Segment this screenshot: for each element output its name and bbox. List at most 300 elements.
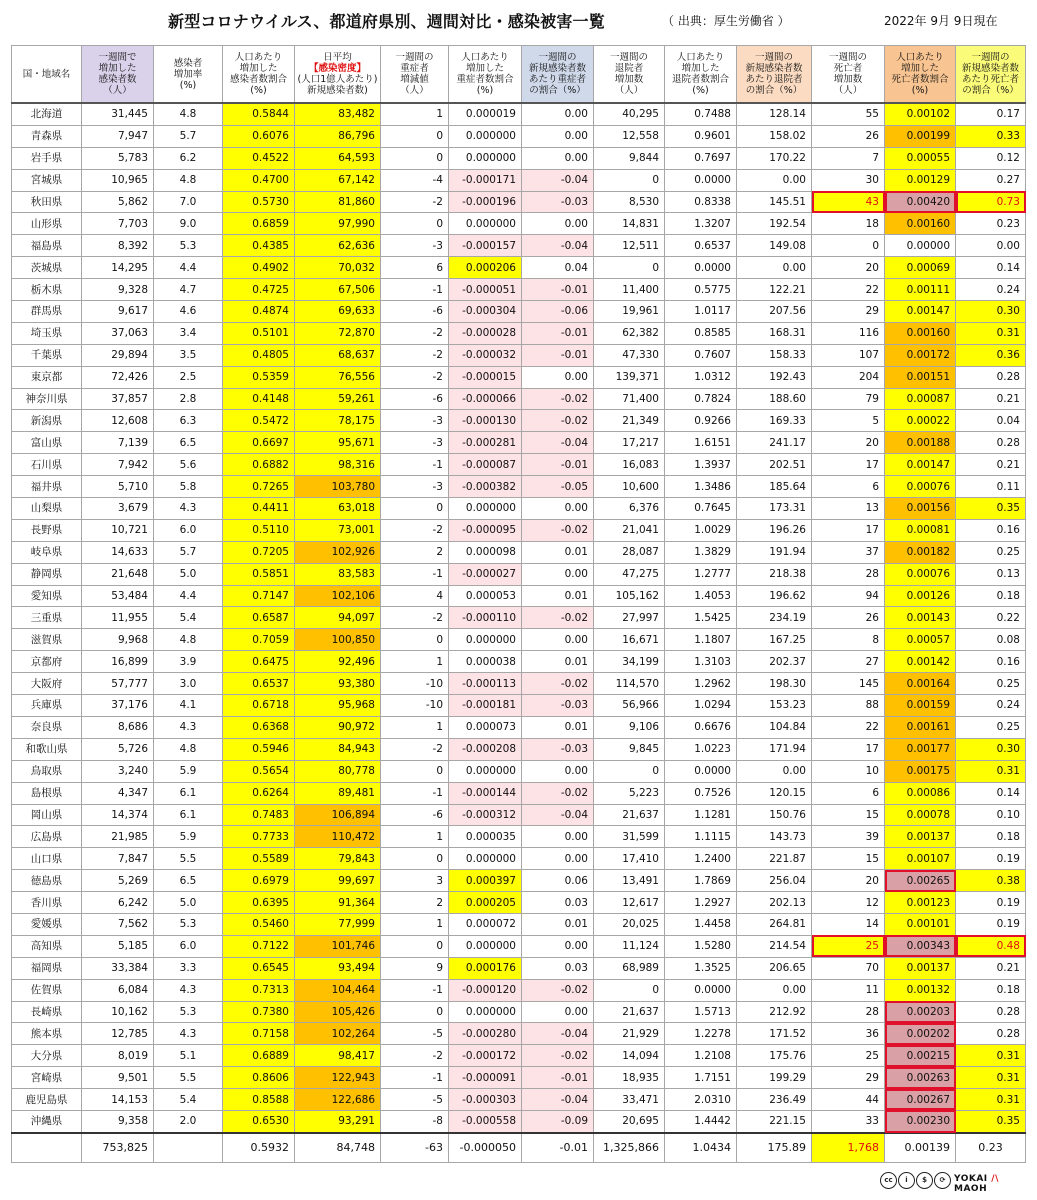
table-cell: 99,697 bbox=[295, 870, 381, 892]
prefecture-name: 沖縄県 bbox=[12, 1110, 82, 1132]
table-cell: 169.33 bbox=[737, 410, 812, 432]
table-cell: 0.00111 bbox=[885, 279, 956, 301]
table-cell: 4.3 bbox=[154, 1023, 223, 1045]
table-cell: 173.31 bbox=[737, 498, 812, 520]
table-cell: 16,671 bbox=[594, 629, 665, 651]
table-cell: 21,041 bbox=[594, 519, 665, 541]
column-header: 一週間の 新規感染者数 あたり重症者 の割合（%） bbox=[522, 46, 594, 104]
table-cell: 0.4522 bbox=[223, 147, 295, 169]
table-cell: -0.000027 bbox=[449, 563, 522, 585]
table-cell: 15 bbox=[812, 848, 885, 870]
table-cell: 29 bbox=[812, 1067, 885, 1089]
table-cell: 107 bbox=[812, 344, 885, 366]
table-cell: 95,671 bbox=[295, 432, 381, 454]
table-cell: 0.38 bbox=[956, 870, 1026, 892]
table-cell: 0.6264 bbox=[223, 782, 295, 804]
prefecture-name: 石川県 bbox=[12, 454, 82, 476]
table-cell: 47,330 bbox=[594, 344, 665, 366]
table-cell: 0.5359 bbox=[223, 366, 295, 388]
table-cell: 33,384 bbox=[82, 957, 154, 979]
table-cell: -10 bbox=[381, 695, 449, 717]
table-cell: 5.3 bbox=[154, 913, 223, 935]
table-cell: 0.6537 bbox=[223, 673, 295, 695]
table-cell: 6.0 bbox=[154, 519, 223, 541]
table-cell: 0.01 bbox=[522, 913, 594, 935]
table-cell: 56,966 bbox=[594, 695, 665, 717]
table-cell: 0.25 bbox=[956, 716, 1026, 738]
table-cell: 1.1281 bbox=[665, 804, 737, 826]
table-cell: 93,291 bbox=[295, 1110, 381, 1132]
table-cell: 236.49 bbox=[737, 1089, 812, 1111]
table-cell: 4.8 bbox=[154, 169, 223, 191]
table-cell: 191.94 bbox=[737, 541, 812, 563]
table-row bbox=[12, 935, 1026, 957]
table-cell: 33,471 bbox=[594, 1089, 665, 1111]
table-row bbox=[12, 848, 1026, 870]
table-cell: 20,695 bbox=[594, 1110, 665, 1132]
table-cell: 1.3937 bbox=[665, 454, 737, 476]
table-row bbox=[12, 235, 1026, 257]
table-cell: 196.62 bbox=[737, 585, 812, 607]
table-cell: 6 bbox=[381, 257, 449, 279]
table-cell: 0.31 bbox=[956, 1067, 1026, 1089]
table-cell: 1.3525 bbox=[665, 957, 737, 979]
table-cell: 5.1 bbox=[154, 1045, 223, 1067]
column-header: 人口あたり 増加した 感染者数割合 (%) bbox=[223, 46, 295, 104]
prefecture-name: 長崎県 bbox=[12, 1001, 82, 1023]
table-cell: 198.30 bbox=[737, 673, 812, 695]
table-cell: 7 bbox=[812, 147, 885, 169]
table-cell: 0.00 bbox=[737, 979, 812, 1001]
table-cell: 185.64 bbox=[737, 476, 812, 498]
table-cell: -3 bbox=[381, 476, 449, 498]
table-cell: 0.00 bbox=[956, 235, 1026, 257]
prefecture-name: 京都府 bbox=[12, 651, 82, 673]
table-cell: 0.7697 bbox=[665, 147, 737, 169]
prefecture-name: 島根県 bbox=[12, 782, 82, 804]
table-cell: 0.7645 bbox=[665, 498, 737, 520]
table-cell: 0.00188 bbox=[885, 432, 956, 454]
prefecture-name: 熊本県 bbox=[12, 1023, 82, 1045]
table-row bbox=[12, 738, 1026, 760]
table-cell: 0.5654 bbox=[223, 760, 295, 782]
total-cell: 175.89 bbox=[737, 1133, 812, 1163]
table-cell: 1.3829 bbox=[665, 541, 737, 563]
prefecture-name: 奈良県 bbox=[12, 716, 82, 738]
table-cell: 98,417 bbox=[295, 1045, 381, 1067]
table-cell: 64,593 bbox=[295, 147, 381, 169]
table-cell: 0.19 bbox=[956, 848, 1026, 870]
table-cell: 0.6395 bbox=[223, 892, 295, 914]
table-cell: 150.76 bbox=[737, 804, 812, 826]
table-cell: 0.21 bbox=[956, 454, 1026, 476]
total-cell bbox=[12, 1133, 82, 1163]
table-cell: 1.0312 bbox=[665, 366, 737, 388]
table-cell: 72,426 bbox=[82, 366, 154, 388]
table-row bbox=[12, 410, 1026, 432]
table-cell: 1 bbox=[381, 651, 449, 673]
table-cell: 1.5713 bbox=[665, 1001, 737, 1023]
table-cell: -0.000280 bbox=[449, 1023, 522, 1045]
table-cell: 7,847 bbox=[82, 848, 154, 870]
table-cell: 1.4053 bbox=[665, 585, 737, 607]
table-cell: 0.4411 bbox=[223, 498, 295, 520]
total-cell: -63 bbox=[381, 1133, 449, 1163]
table-cell: -0.01 bbox=[522, 1067, 594, 1089]
table-cell: 0.18 bbox=[956, 979, 1026, 1001]
table-cell: 20 bbox=[812, 870, 885, 892]
prefecture-name: 埼玉県 bbox=[12, 322, 82, 344]
table-cell: 2 bbox=[381, 892, 449, 914]
table-cell: 0.00182 bbox=[885, 541, 956, 563]
table-cell: 0 bbox=[594, 760, 665, 782]
table-cell: 7,562 bbox=[82, 913, 154, 935]
table-cell: 6,242 bbox=[82, 892, 154, 914]
table-cell: 0.18 bbox=[956, 585, 1026, 607]
table-cell: -0.03 bbox=[522, 191, 594, 213]
table-cell: 21,985 bbox=[82, 826, 154, 848]
table-cell: 0.21 bbox=[956, 957, 1026, 979]
table-cell: 6.0 bbox=[154, 935, 223, 957]
table-cell: 168.31 bbox=[737, 322, 812, 344]
table-cell: 5.7 bbox=[154, 541, 223, 563]
prefecture-name: 山梨県 bbox=[12, 498, 82, 520]
table-cell: 0.6545 bbox=[223, 957, 295, 979]
table-cell: 0.00 bbox=[522, 103, 594, 125]
table-cell: 0.000000 bbox=[449, 848, 522, 870]
table-cell: 122,943 bbox=[295, 1067, 381, 1089]
table-cell: 27,997 bbox=[594, 607, 665, 629]
table-cell: 0.5946 bbox=[223, 738, 295, 760]
table-cell: 4.3 bbox=[154, 498, 223, 520]
table-cell: 37,857 bbox=[82, 388, 154, 410]
table-cell: -0.02 bbox=[522, 388, 594, 410]
table-cell: 20 bbox=[812, 432, 885, 454]
table-cell: 0.00143 bbox=[885, 607, 956, 629]
table-cell: 80,778 bbox=[295, 760, 381, 782]
table-cell: 0.00 bbox=[522, 935, 594, 957]
table-cell: 31,445 bbox=[82, 103, 154, 125]
table-cell: -0.04 bbox=[522, 804, 594, 826]
column-header: 一週間の 重症者 増減値 （人） bbox=[381, 46, 449, 104]
table-cell: 0.00081 bbox=[885, 519, 956, 541]
table-cell: 6,084 bbox=[82, 979, 154, 1001]
table-cell: -0.04 bbox=[522, 1023, 594, 1045]
prefecture-name: 兵庫県 bbox=[12, 695, 82, 717]
table-cell: 30 bbox=[812, 169, 885, 191]
table-cell: 0.00156 bbox=[885, 498, 956, 520]
table-cell: 153.23 bbox=[737, 695, 812, 717]
table-cell: 0.000205 bbox=[449, 892, 522, 914]
table-cell: 5.6 bbox=[154, 454, 223, 476]
table-cell: 4.1 bbox=[154, 695, 223, 717]
table-cell: 0.28 bbox=[956, 366, 1026, 388]
table-cell: 0.00265 bbox=[885, 870, 956, 892]
table-cell: -5 bbox=[381, 1089, 449, 1111]
table-cell: 105,426 bbox=[295, 1001, 381, 1023]
table-row bbox=[12, 454, 1026, 476]
table-cell: 15 bbox=[812, 804, 885, 826]
table-row bbox=[12, 979, 1026, 1001]
table-cell: 4.8 bbox=[154, 103, 223, 125]
table-cell: 0.6697 bbox=[223, 432, 295, 454]
table-cell: 43 bbox=[812, 191, 885, 213]
table-row bbox=[12, 651, 1026, 673]
table-cell: 8,686 bbox=[82, 716, 154, 738]
table-cell: 0.7205 bbox=[223, 541, 295, 563]
table-cell: 0.4805 bbox=[223, 344, 295, 366]
total-cell: 0.23 bbox=[956, 1133, 1026, 1163]
table-cell: 0.00123 bbox=[885, 892, 956, 914]
table-cell: -0.000303 bbox=[449, 1089, 522, 1111]
table-cell: 1.2278 bbox=[665, 1023, 737, 1045]
table-cell: -0.02 bbox=[522, 782, 594, 804]
table-cell: 11 bbox=[812, 979, 885, 1001]
prefecture-name: 静岡県 bbox=[12, 563, 82, 585]
table-cell: 92,496 bbox=[295, 651, 381, 673]
table-cell: 0.0000 bbox=[665, 979, 737, 1001]
table-cell: 1.3103 bbox=[665, 651, 737, 673]
table-cell: 9,358 bbox=[82, 1110, 154, 1132]
table-cell: 55 bbox=[812, 103, 885, 125]
table-cell: 106,894 bbox=[295, 804, 381, 826]
table-cell: 0.00022 bbox=[885, 410, 956, 432]
table-cell: 0.00057 bbox=[885, 629, 956, 651]
table-cell: 0.00177 bbox=[885, 738, 956, 760]
table-cell: 5,710 bbox=[82, 476, 154, 498]
table-cell: 0.04 bbox=[956, 410, 1026, 432]
table-cell: -0.000091 bbox=[449, 1067, 522, 1089]
table-cell: 0.4874 bbox=[223, 301, 295, 323]
table-cell: 116 bbox=[812, 322, 885, 344]
table-cell: 102,264 bbox=[295, 1023, 381, 1045]
table-cell: 0.00202 bbox=[885, 1023, 956, 1045]
prefecture-name: 岩手県 bbox=[12, 147, 82, 169]
table-cell: 0.12 bbox=[956, 147, 1026, 169]
table-cell: -0.000172 bbox=[449, 1045, 522, 1067]
table-cell: 5.7 bbox=[154, 125, 223, 147]
table-cell: 0.9601 bbox=[665, 125, 737, 147]
table-cell: 3.0 bbox=[154, 673, 223, 695]
table-cell: 0.00076 bbox=[885, 563, 956, 585]
table-cell: 0.7265 bbox=[223, 476, 295, 498]
prefecture-name: 高知県 bbox=[12, 935, 82, 957]
table-cell: 5,862 bbox=[82, 191, 154, 213]
table-cell: 0.14 bbox=[956, 782, 1026, 804]
table-cell: 70,032 bbox=[295, 257, 381, 279]
table-cell: 241.17 bbox=[737, 432, 812, 454]
prefecture-name: 広島県 bbox=[12, 826, 82, 848]
table-cell: 171.52 bbox=[737, 1023, 812, 1045]
table-cell: -0.01 bbox=[522, 344, 594, 366]
table-cell: 0.00175 bbox=[885, 760, 956, 782]
table-cell: 0.7733 bbox=[223, 826, 295, 848]
table-cell: 0.0000 bbox=[665, 760, 737, 782]
table-cell: 143.73 bbox=[737, 826, 812, 848]
prefecture-name: 福岡県 bbox=[12, 957, 82, 979]
table-cell: 39 bbox=[812, 826, 885, 848]
as-of-date: 2022年 9月 9日現在 bbox=[884, 14, 998, 28]
table-cell: -0.000032 bbox=[449, 344, 522, 366]
table-cell: 0.10 bbox=[956, 804, 1026, 826]
table-cell: 0.000000 bbox=[449, 1001, 522, 1023]
table-cell: 11,400 bbox=[594, 279, 665, 301]
table-cell: 0.7158 bbox=[223, 1023, 295, 1045]
table-cell: 28 bbox=[812, 1001, 885, 1023]
table-cell: 101,746 bbox=[295, 935, 381, 957]
prefecture-name: 宮城県 bbox=[12, 169, 82, 191]
table-cell: 6.1 bbox=[154, 782, 223, 804]
brand-logo: YOKAI /\ MAOH bbox=[954, 1174, 999, 1194]
table-cell: 114,570 bbox=[594, 673, 665, 695]
table-cell: 0.30 bbox=[956, 738, 1026, 760]
table-cell: 98,316 bbox=[295, 454, 381, 476]
table-cell: 5.3 bbox=[154, 235, 223, 257]
table-cell: 1.1115 bbox=[665, 826, 737, 848]
table-cell: 9,844 bbox=[594, 147, 665, 169]
total-cell: 0.5932 bbox=[223, 1133, 295, 1163]
table-cell: 22 bbox=[812, 279, 885, 301]
table-cell: 9,328 bbox=[82, 279, 154, 301]
table-cell: 17 bbox=[812, 454, 885, 476]
table-cell: 0 bbox=[594, 257, 665, 279]
table-cell: 0.00 bbox=[522, 366, 594, 388]
table-cell: 44 bbox=[812, 1089, 885, 1111]
table-cell: 34,199 bbox=[594, 651, 665, 673]
footer bbox=[874, 1170, 1034, 1192]
table-cell: 0.13 bbox=[956, 563, 1026, 585]
table-cell: 221.15 bbox=[737, 1110, 812, 1132]
total-cell: 84,748 bbox=[295, 1133, 381, 1163]
table-row bbox=[12, 563, 1026, 585]
table-cell: 1.4458 bbox=[665, 913, 737, 935]
table-cell: 0.00 bbox=[522, 848, 594, 870]
table-cell: 0.000206 bbox=[449, 257, 522, 279]
table-cell: 8,392 bbox=[82, 235, 154, 257]
table-cell: 0.04 bbox=[522, 257, 594, 279]
table-cell: 214.54 bbox=[737, 935, 812, 957]
table-cell: 83,482 bbox=[295, 103, 381, 125]
table-row bbox=[12, 279, 1026, 301]
table-cell: 0.4725 bbox=[223, 279, 295, 301]
table-cell: -0.02 bbox=[522, 979, 594, 1001]
table-cell: 59,261 bbox=[295, 388, 381, 410]
table-cell: 0 bbox=[381, 213, 449, 235]
table-cell: 28,087 bbox=[594, 541, 665, 563]
table-cell: 0.4700 bbox=[223, 169, 295, 191]
table-cell: 1.7869 bbox=[665, 870, 737, 892]
table-cell: -0.02 bbox=[522, 607, 594, 629]
table-cell: 0.4148 bbox=[223, 388, 295, 410]
prefecture-name: 徳島県 bbox=[12, 870, 82, 892]
table-cell: 158.02 bbox=[737, 125, 812, 147]
table-cell: -0.02 bbox=[522, 1045, 594, 1067]
header-row bbox=[12, 46, 1026, 104]
table-cell: -1 bbox=[381, 454, 449, 476]
table-cell: 12,785 bbox=[82, 1023, 154, 1045]
table-cell: 7.0 bbox=[154, 191, 223, 213]
table-cell: 0.000000 bbox=[449, 125, 522, 147]
prefecture-name: 山形県 bbox=[12, 213, 82, 235]
table-cell: 3.5 bbox=[154, 344, 223, 366]
table-cell: 0.000176 bbox=[449, 957, 522, 979]
table-cell: 0.31 bbox=[956, 760, 1026, 782]
table-cell: 1.2777 bbox=[665, 563, 737, 585]
table-row bbox=[12, 1067, 1026, 1089]
table-cell: 0.5110 bbox=[223, 519, 295, 541]
table-cell: 18 bbox=[812, 213, 885, 235]
table-cell: 6.2 bbox=[154, 147, 223, 169]
table-cell: 1.7151 bbox=[665, 1067, 737, 1089]
table-cell: 1.3486 bbox=[665, 476, 737, 498]
table-cell: 5 bbox=[812, 410, 885, 432]
table-cell: 0.35 bbox=[956, 1110, 1026, 1132]
table-cell: -1 bbox=[381, 563, 449, 585]
table-cell: 0.00 bbox=[522, 147, 594, 169]
table-row bbox=[12, 366, 1026, 388]
table-cell: 0.00 bbox=[737, 257, 812, 279]
table-cell: 0.00199 bbox=[885, 125, 956, 147]
table-cell: -0.000181 bbox=[449, 695, 522, 717]
table-cell: -2 bbox=[381, 344, 449, 366]
table-cell: 19,961 bbox=[594, 301, 665, 323]
table-cell: 12 bbox=[812, 892, 885, 914]
table-cell: 21,637 bbox=[594, 1001, 665, 1023]
prefecture-name: 神奈川県 bbox=[12, 388, 82, 410]
table-cell: 0.27 bbox=[956, 169, 1026, 191]
table-cell: 0.28 bbox=[956, 432, 1026, 454]
prefecture-name: 滋賀県 bbox=[12, 629, 82, 651]
table-cell: 14,153 bbox=[82, 1089, 154, 1111]
table-cell: 6,376 bbox=[594, 498, 665, 520]
table-cell: 26 bbox=[812, 125, 885, 147]
table-cell: 0.17 bbox=[956, 103, 1026, 125]
table-cell: 93,494 bbox=[295, 957, 381, 979]
table-cell: 0.000000 bbox=[449, 935, 522, 957]
table-cell: -0.09 bbox=[522, 1110, 594, 1132]
table-cell: 3.3 bbox=[154, 957, 223, 979]
table-cell: 8,530 bbox=[594, 191, 665, 213]
table-cell: 17 bbox=[812, 519, 885, 541]
table-cell: 0.11 bbox=[956, 476, 1026, 498]
table-cell: 0.00000 bbox=[885, 235, 956, 257]
table-cell: -0.03 bbox=[522, 695, 594, 717]
table-cell: 0.06 bbox=[522, 870, 594, 892]
table-cell: -0.000028 bbox=[449, 322, 522, 344]
table-cell: 1.1807 bbox=[665, 629, 737, 651]
prefecture-name: 和歌山県 bbox=[12, 738, 82, 760]
page-header bbox=[0, 0, 1037, 40]
table-cell: 0.00069 bbox=[885, 257, 956, 279]
table-cell: 234.19 bbox=[737, 607, 812, 629]
table-cell: 2 bbox=[381, 541, 449, 563]
table-cell: 0.00 bbox=[522, 563, 594, 585]
table-cell: 14 bbox=[812, 913, 885, 935]
table-cell: 202.37 bbox=[737, 651, 812, 673]
table-cell: -10 bbox=[381, 673, 449, 695]
table-cell: 0.00263 bbox=[885, 1067, 956, 1089]
table-row bbox=[12, 957, 1026, 979]
table-cell: -0.000051 bbox=[449, 279, 522, 301]
table-cell: 0.5589 bbox=[223, 848, 295, 870]
prefecture-name: 大阪府 bbox=[12, 673, 82, 695]
table-cell: 3,240 bbox=[82, 760, 154, 782]
table-cell: 0.00343 bbox=[885, 935, 956, 957]
table-cell: 0.000000 bbox=[449, 213, 522, 235]
table-cell: 0.00132 bbox=[885, 979, 956, 1001]
table-cell: -8 bbox=[381, 1110, 449, 1132]
prefecture-name: 群馬県 bbox=[12, 301, 82, 323]
